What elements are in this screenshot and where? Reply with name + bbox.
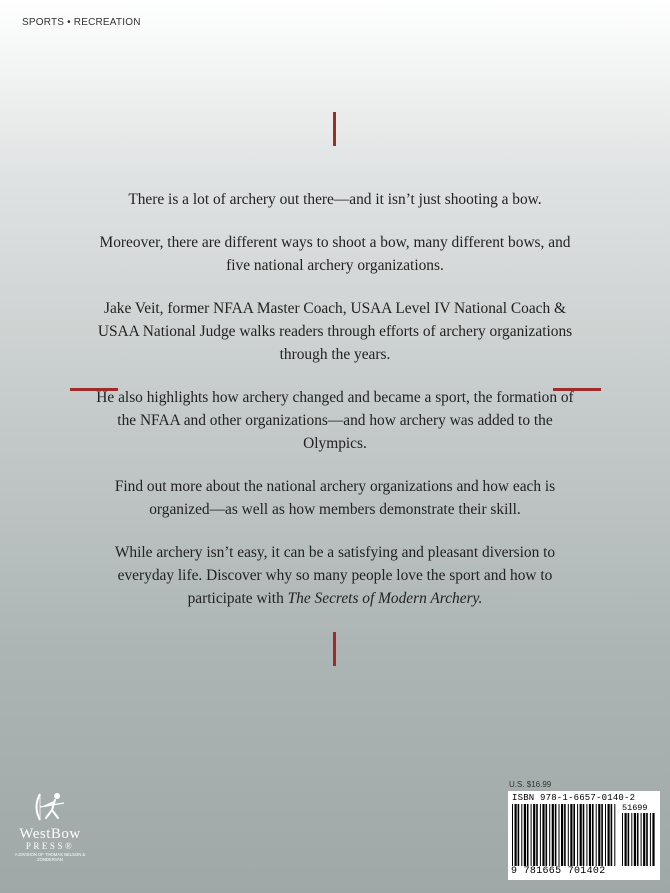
price-label: U.S. $16.99 [509,780,552,789]
back-cover-blurb [90,188,580,630]
price-code-text: 51699 [622,803,648,813]
blurb-paragraph-4: He also highlights how archery changed and became a sport, the formation of the NFAA and other organizations—and how archery was added to the Olympics. [96,389,574,452]
ean-digits: 9 781665 701402 [511,866,606,877]
ean-barcode-bars [512,804,618,866]
blurb-paragraph-1: There is a lot of archery out there—and it isn’t just shooting a bow. [128,191,542,208]
blurb-paragraph-5: Find out more about the national archery organizations and how each is organized—as well as how members demonstrate their skill. [114,478,556,518]
publisher-logo [10,790,90,862]
isbn-text: ISBN 978-1-6657-0140-2 [512,793,636,803]
publisher-division: A DIVISION OF THOMAS NELSON & ZONDERVAN [14,852,86,862]
target-mark-bottom [333,632,336,666]
target-mark-top [333,112,336,146]
blurb-paragraph-6-text: While archery isn’t easy, it can be a satisfying and pleasant diversion to everyday life. Discover why so many people love the sport and how to participate with [114,544,556,607]
blurb-paragraph-3: Jake Veit, former NFAA Master Coach, USAA Level IV National Coach & USAA National Judge walks readers through efforts of archery organizations through the years. [97,300,573,363]
blurb-paragraph-6 [90,541,580,610]
publisher-name: WestBow [19,826,81,842]
book-title: The Secrets of Modern Archery. [287,590,483,607]
blurb-paragraph-2: Moreover, there are different ways to shoot a bow, many different bows, and five national archery organizations. [99,234,571,274]
publisher-press: PRESS® [25,841,75,851]
category-label: SPORTS • RECREATION [22,17,141,28]
price-code-bars [622,813,656,866]
isbn-barcode [508,791,660,880]
archer-icon [30,790,70,824]
